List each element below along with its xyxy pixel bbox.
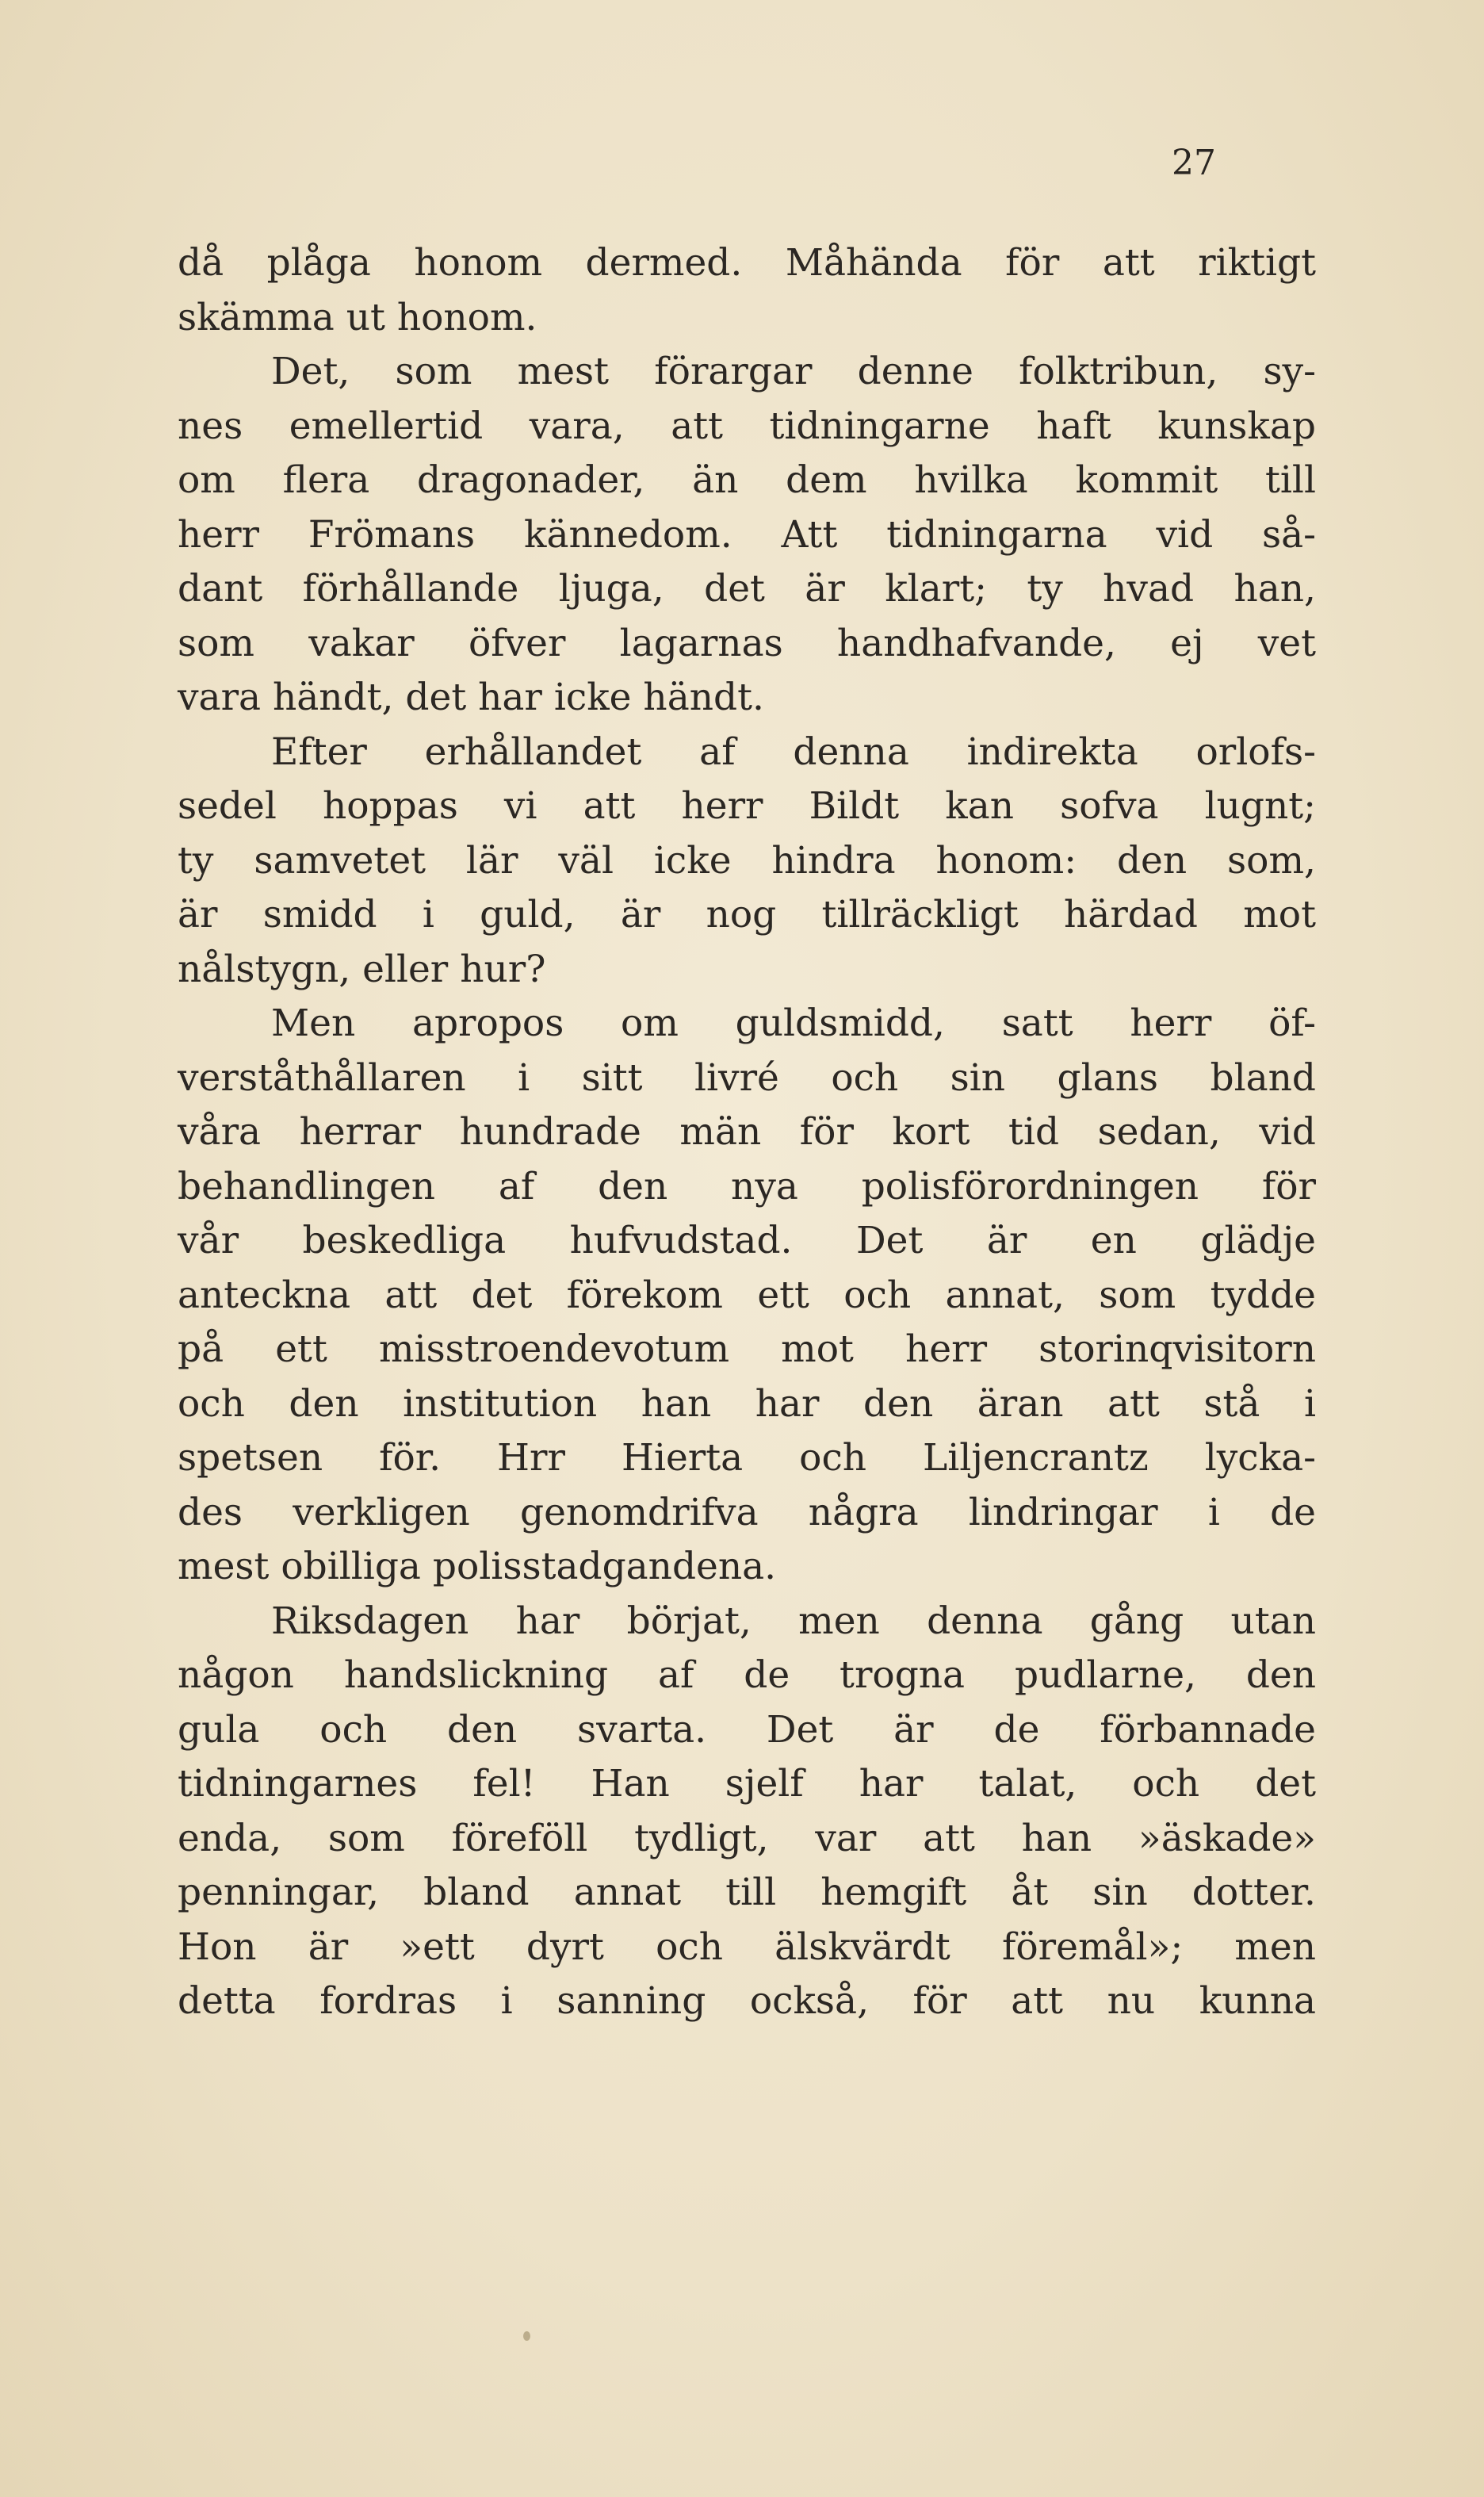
text-line: någon handslickning af de trogna pudlarne, den (178, 1653, 1316, 1697)
text-line: och den institution han har den äran att stå i (178, 1381, 1316, 1426)
text-line: behandlingen af den nya polisförordningen för (178, 1164, 1316, 1208)
text-line: gula och den svarta. Det är de förbannade (178, 1707, 1316, 1752)
text-line: des verkligen genomdrifva några lindringar i de (178, 1490, 1316, 1534)
body-text (178, 236, 1316, 2029)
paragraph (178, 236, 1316, 345)
text-line: Hon är »ett dyrt och älskvärdt föremål»; men (178, 1924, 1316, 1969)
text-line: sedel hoppas vi att herr Bildt kan sofva lugnt; (178, 784, 1316, 828)
text-line: spetsen för. Hrr Hierta och Liljencrantz lycka- (178, 1436, 1316, 1480)
text-line: skämma ut honom. (178, 295, 537, 339)
paragraph (178, 1595, 1316, 2029)
text-line: anteckna att det förekom ett och annat, som tydde (178, 1273, 1316, 1317)
paragraph (178, 726, 1316, 998)
text-line: vår beskedliga hufvudstad. Det är en glädje (178, 1219, 1316, 1262)
paragraph (178, 997, 1316, 1595)
text-line: är smidd i guld, är nog tillräckligt härdad mot (178, 893, 1316, 936)
text-line: Det, som mest förargar denne folktribun, sy- (271, 350, 1316, 393)
text-line: ty samvetet lär väl icke hindra honom: den som, (178, 838, 1316, 883)
text-line: våra herrar hundrade män för kort tid sedan, vid (178, 1110, 1316, 1154)
text-line: dant förhållande ljuga, det är klart; ty hvad han, (178, 567, 1316, 611)
text-line: Efter erhållandet af denna indirekta orlofs- (271, 730, 1316, 774)
text-line: herr Frömans kännedom. Att tidningarna vid så- (178, 512, 1316, 557)
text-line: Men apropos om guldsmidd, satt herr öf- (271, 1001, 1316, 1045)
text-line: enda, som föreföll tydligt, var att han »äskade» (178, 1816, 1316, 1860)
page-number: 27 (1172, 143, 1216, 183)
text-line: vara händt, det har icke händt. (178, 676, 764, 719)
text-line: om flera dragonader, än dem hvilka kommit till (178, 458, 1316, 502)
text-line: på ett misstroendevotum mot herr storinqvisitorn (178, 1327, 1316, 1371)
text-line: penningar, bland annat till hemgift åt sin dotter. (178, 1871, 1316, 1914)
text-line: då plåga honom dermed. Måhända för att riktigt (178, 241, 1316, 285)
paragraph (178, 345, 1316, 726)
text-line: nes emellertid vara, att tidningarne haft kunskap (178, 404, 1316, 448)
paper-speck (523, 2331, 530, 2341)
text-line: Riksdagen har börjat, men denna gång utan (271, 1599, 1316, 1643)
text-line: nålstygn, eller hur? (178, 947, 546, 991)
text-line: verståthållaren i sitt livré och sin glans bland (178, 1055, 1316, 1100)
text-line: mest obilliga polisstadgandena. (178, 1545, 777, 1588)
text-line: som vakar öfver lagarnas handhafvande, ej vet (178, 621, 1316, 665)
text-line: tidningarnes fel! Han sjelf har talat, och det (178, 1762, 1316, 1806)
text-line: detta fordras i sanning också, för att nu kunna (178, 1979, 1316, 2023)
